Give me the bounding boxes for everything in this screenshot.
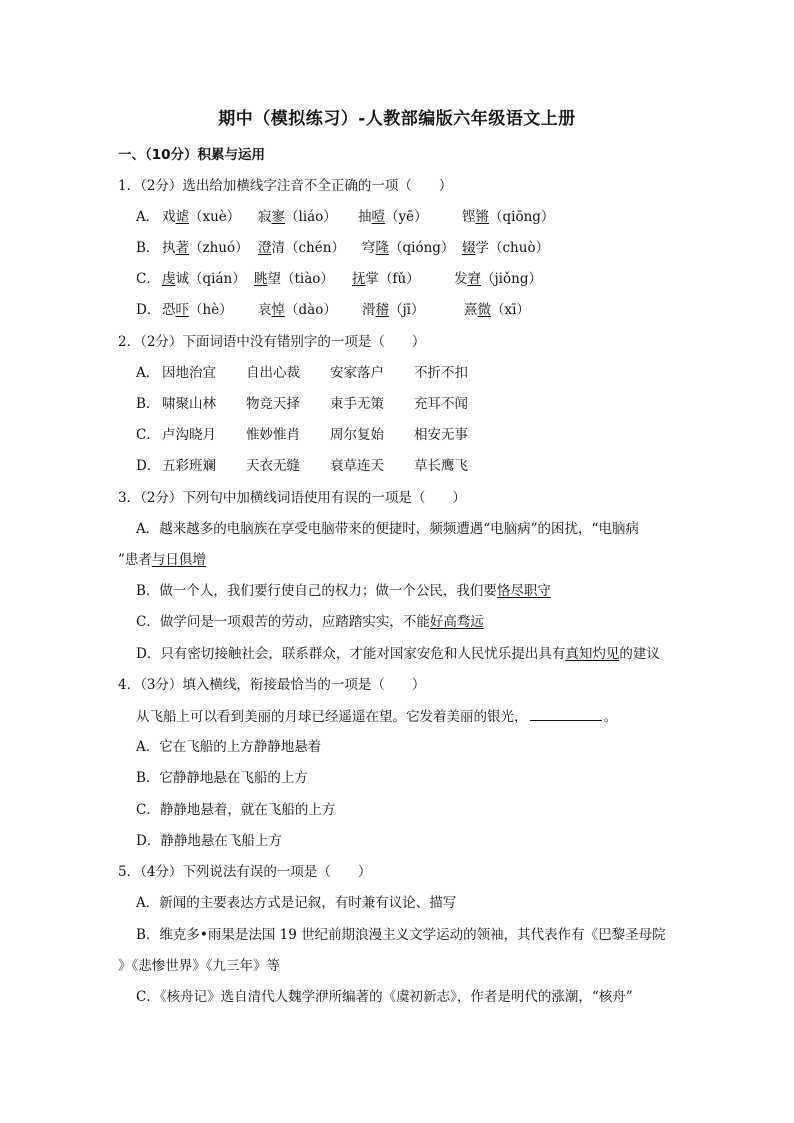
q2-stem: 2．（2分）下面词语中没有错别字的一项是（ ） <box>118 334 426 350</box>
underlined-char: 寥 <box>271 209 285 225</box>
underlined-char: 隆 <box>375 240 389 256</box>
underlined-char: 吓 <box>175 302 189 318</box>
q1-stem: 1．（2分）选出给加横线字注音不全正确的一项（ ） <box>118 178 453 194</box>
underlined-phrase: 真知灼见 <box>565 646 620 662</box>
q5-stem: 5．（4分）下列说法有误的一项是（ ） <box>118 864 372 880</box>
underlined-char: 著 <box>175 240 189 256</box>
underlined-phrase: 与日俱增 <box>151 552 206 568</box>
q3-option-b[interactable]: B．做一个人，我们要行使自己的权力；做一个公民，我们要恪尽职守 <box>136 583 551 599</box>
q2-option-c[interactable]: C． 卢沟晓月 惟妙惟肖 周尔复始 相安无事 <box>136 427 468 443</box>
underlined-char: 噎 <box>371 209 385 225</box>
underlined-char: 辍 <box>462 240 476 256</box>
underlined-char: 澄 <box>258 240 272 256</box>
q4-stem: 4．（3分）填入横线，衔接最恰当的一项是（ ） <box>118 677 426 693</box>
section-heading: 一、（10分）积累与运用 <box>118 147 266 163</box>
underlined-char: 微 <box>477 302 491 318</box>
q2-option-a[interactable]: A． 因地治宜 自出心裁 安家落户 不折不扣 <box>136 365 468 381</box>
underlined-char: 眺 <box>254 271 268 287</box>
q5-option-c[interactable]: C．《核舟记》选自清代人魏学洢所编著的《虞初新志》，作者是明代的涨潮，“核舟” <box>136 989 633 1005</box>
underlined-char: 窘 <box>467 271 481 287</box>
fill-in-blank <box>530 707 602 721</box>
q4-option-a[interactable]: A．它在飞船的上方静静地悬着 <box>136 739 322 755</box>
q4-context: 从飞船上可以看到美丽的月球已经遥遥在望。它发着美丽的银光， 。 <box>136 709 617 725</box>
q3-option-a-continued: ”患者与日俱增 <box>118 552 206 568</box>
q3-option-d[interactable]: D．只有密切接触社会，联系群众，才能对国家安危和人民忧乐提出具有真知灼见的建议 <box>136 646 660 662</box>
q3-option-a[interactable]: A．越来越多的电脑族在享受电脑带来的便捷时，频频遭遇“电脑病”的困扰，“电脑病 <box>136 521 639 537</box>
q4-option-c[interactable]: C．静静地悬着，就在飞船的上方 <box>136 802 336 818</box>
q2-option-d[interactable]: D． 五彩班斓 天衣无缝 衰草连天 草长鹰飞 <box>136 458 468 474</box>
page-title: 期中（模拟练习）-人教部编版六年级语文上册 <box>218 109 576 129</box>
underlined-char: 抚 <box>352 271 366 287</box>
q2-option-b[interactable]: B． 啸聚山林 物竞天择 束手无策 充耳不闻 <box>136 396 468 412</box>
q4-option-b[interactable]: B．它静静地悬在飞船的上方 <box>136 770 308 786</box>
q1-option-d[interactable]: D． 恐吓（hè） 哀悼（dào） 滑稽（jī） 熹微（xī） <box>136 302 530 318</box>
q1-option-c[interactable]: C． 虔诚（qián） 眺望（tiào） 抚掌（fǔ） 发窘（jiǒng） <box>136 271 542 287</box>
q5-option-b[interactable]: B．维克多•雨果是法国 19 世纪前期浪漫主义文学运动的领袖，其代表作有《巴黎圣母院 <box>136 927 666 943</box>
q1-option-b[interactable]: B． 执著（zhuó） 澄清（chén） 穹隆（qióng） 辍学（chuò） <box>136 240 550 256</box>
q5-option-b-continued: 》《悲惨世界》《九三年》等 <box>118 958 280 974</box>
q5-option-a[interactable]: A．新闻的主要表达方式是记叙，有时兼有议论、描写 <box>136 895 457 911</box>
q3-option-c[interactable]: C．做学问是一项艰苦的劳动，应踏踏实实，不能好高骛远 <box>136 614 484 630</box>
underlined-char: 锵 <box>475 209 489 225</box>
underlined-char: 悼 <box>271 302 285 318</box>
underlined-phrase: 好高骛远 <box>429 614 484 630</box>
q4-option-d[interactable]: D．静静地悬在飞船上方 <box>136 833 282 849</box>
underlined-char: 稽 <box>375 302 389 318</box>
underlined-char: 谑 <box>175 209 189 225</box>
underlined-char: 虔 <box>162 271 176 287</box>
q1-option-a[interactable]: A． 戏谑（xuè） 寂寥（liáo） 抽噎（yē） 铿锵（qiōng） <box>136 209 555 225</box>
underlined-phrase: 恪尽职守 <box>496 583 551 599</box>
q3-stem: 3．（2分）下列句中加横线词语使用有误的一项是（ ） <box>118 490 466 506</box>
